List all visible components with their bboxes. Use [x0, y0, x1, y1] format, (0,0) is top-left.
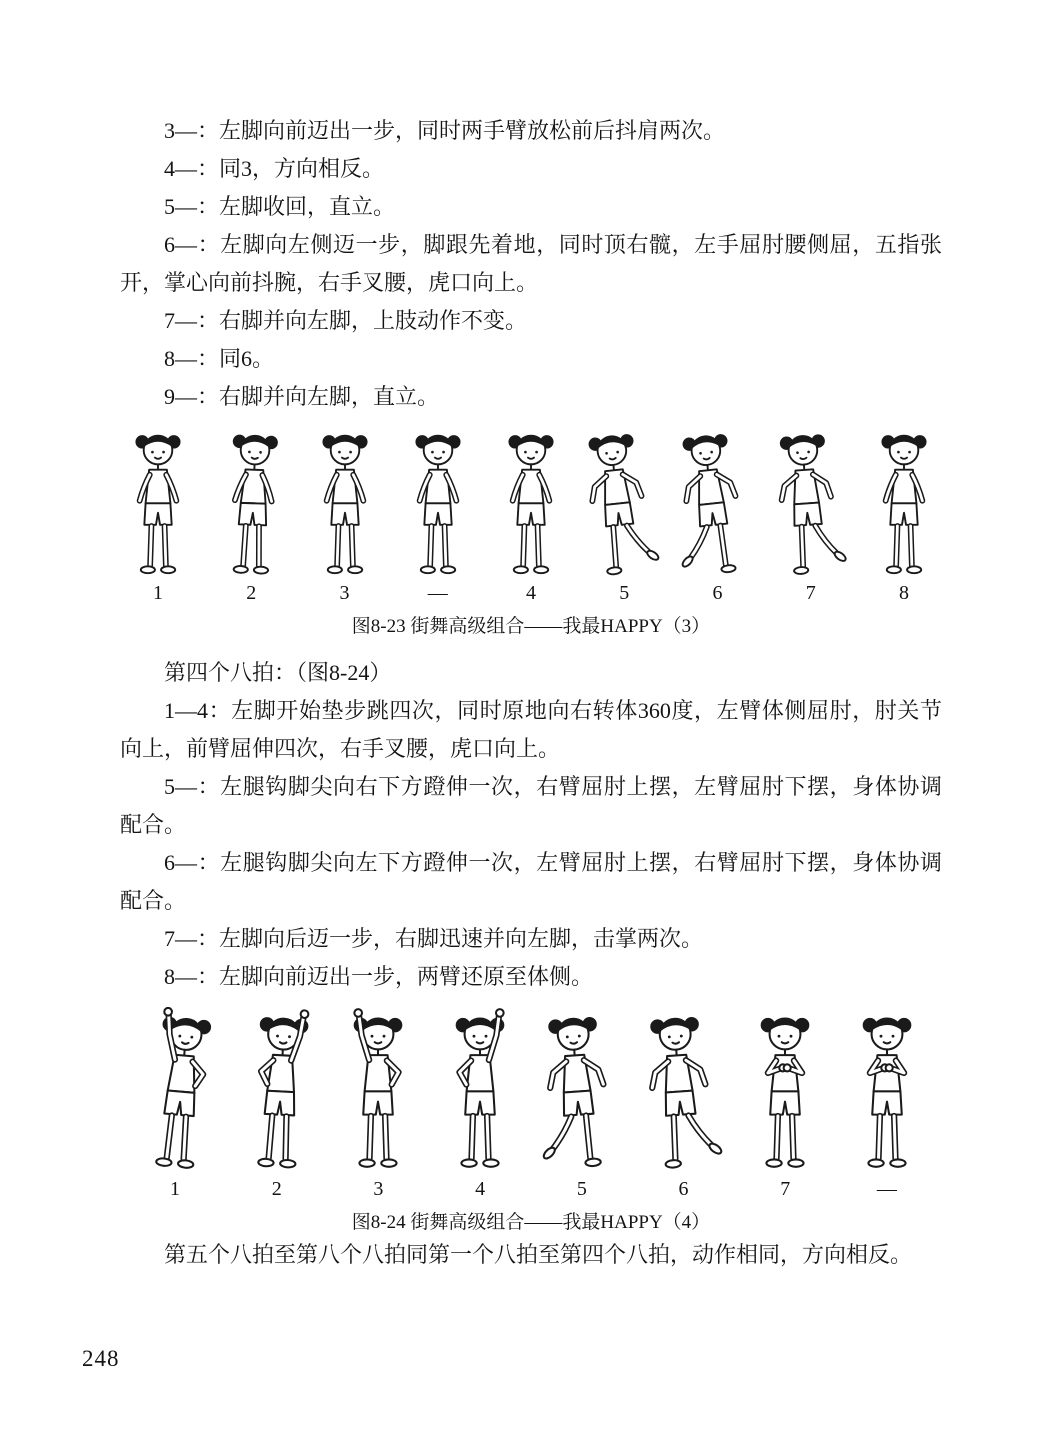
closing-paragraph: 第五个八拍至第八个八拍同第一个八拍至第四个八拍，动作相同，方向相反。: [164, 1242, 913, 1267]
dancer-illustration: [235, 1004, 326, 1176]
dancer-figure: [866, 426, 942, 606]
step-paragraph: 6—：左脚向左侧迈一步，脚跟先着地，同时顶右髋，左手屈肘腰侧屈，五指张开，掌心向前抖腕，右手叉腰，虎口向上。: [120, 232, 942, 295]
figure-caption: 图8-24 街舞高级组合——我最HAPPY（4）: [351, 1212, 711, 1233]
dancer-illustration: [120, 426, 196, 578]
count-label: 3: [339, 582, 350, 604]
step-paragraph: 9—：右脚并向左脚，直立。: [164, 384, 440, 409]
dancer-figure: [680, 426, 756, 606]
count-label: 2: [271, 1178, 282, 1200]
figure-8-24: [120, 1006, 942, 1236]
dancer-figure: [586, 426, 662, 606]
step-paragraph: 1—4：左脚开始垫步跳四次，同时原地向右转体360度，左臂体侧屈肘，肘关节向上，前臂屈伸四次，右手叉腰，虎口向上。: [120, 698, 942, 761]
step-paragraph: 7—：左脚向后迈一步，右脚迅速并向左脚，击掌两次。: [164, 926, 704, 951]
count-label: 4: [475, 1178, 486, 1200]
dancer-illustration: [133, 1003, 229, 1178]
dancer-illustration: [400, 426, 476, 578]
dancer-figure: [400, 426, 476, 606]
dancer-figure: [213, 426, 289, 606]
count-label: 4: [526, 582, 536, 604]
dancer-figure: [846, 1006, 928, 1202]
count-label: 1: [153, 582, 163, 604]
page-number: 248: [82, 1346, 120, 1371]
count-label: —: [876, 1178, 897, 1200]
dancer-illustration: [744, 1006, 826, 1174]
step-paragraph: 8—：同6。: [164, 346, 275, 371]
step-paragraph: 4—：同3，方向相反。: [164, 156, 385, 181]
dancer-illustration: [493, 426, 569, 578]
step-paragraph: 5—：左腿钩脚尖向右下方蹬伸一次，右臂屈肘上摆，左臂屈肘下摆，身体协调配合。: [120, 774, 942, 837]
figure-8-23: [120, 426, 942, 640]
step-paragraph: 3—：左脚向前迈出一步，同时两手臂放松前后抖肩两次。: [164, 118, 726, 143]
dancer-figure: [773, 426, 849, 606]
step-paragraph: 7—：右脚并向左脚，上肢动作不变。: [164, 308, 528, 333]
count-label: 5: [576, 1178, 587, 1200]
dancer-figure: [439, 1006, 521, 1202]
dancer-illustration: [307, 426, 383, 578]
dancer-illustration: [763, 424, 849, 581]
count-label: 8: [899, 582, 909, 604]
figure-8-23-dancers: [120, 426, 942, 606]
dancer-figure: [643, 1006, 725, 1202]
dancer-figure: [307, 426, 383, 606]
dancer-illustration: [213, 425, 294, 580]
figure-8-24-dancers: [120, 1006, 942, 1202]
dancer-illustration: [846, 1006, 928, 1174]
step-paragraph: 6—：左腿钩脚尖向左下方蹬伸一次，左臂屈肘上摆，右臂屈肘下摆，身体协调配合。: [120, 850, 942, 913]
count-label: 6: [678, 1178, 689, 1200]
count-label: 7: [805, 582, 816, 604]
dancer-figure: [493, 426, 569, 606]
count-label: 3: [373, 1178, 384, 1200]
dancer-illustration: [572, 423, 663, 582]
dancer-illustration: [632, 1004, 726, 1177]
section-heading: 第四个八拍：（图8-24）: [164, 660, 392, 685]
step-paragraph: 5—：左脚收回，直立。: [164, 194, 396, 219]
dancer-figure: [134, 1006, 216, 1202]
dancer-figure: [541, 1006, 623, 1202]
count-label: —: [427, 582, 448, 604]
dancer-figure: [337, 1006, 419, 1202]
count-label: 6: [712, 582, 723, 604]
dancer-figure: [744, 1006, 826, 1202]
count-label: 1: [170, 1178, 180, 1200]
dancer-illustration: [665, 423, 756, 582]
count-label: 7: [780, 1178, 791, 1200]
dancer-illustration: [337, 1006, 419, 1174]
count-label: 2: [246, 582, 257, 604]
dancer-illustration: [530, 1004, 624, 1177]
dancer-figure: [120, 426, 196, 606]
count-label: 5: [619, 582, 630, 604]
figure-caption: 图8-23 街舞高级组合——我最HAPPY（3）: [351, 616, 711, 637]
dancer-figure: [236, 1006, 318, 1202]
step-paragraph: 8—：左脚向前迈出一步，两臂还原至体侧。: [164, 964, 594, 989]
dancer-illustration: [866, 426, 942, 578]
dancer-illustration: [439, 1006, 521, 1174]
